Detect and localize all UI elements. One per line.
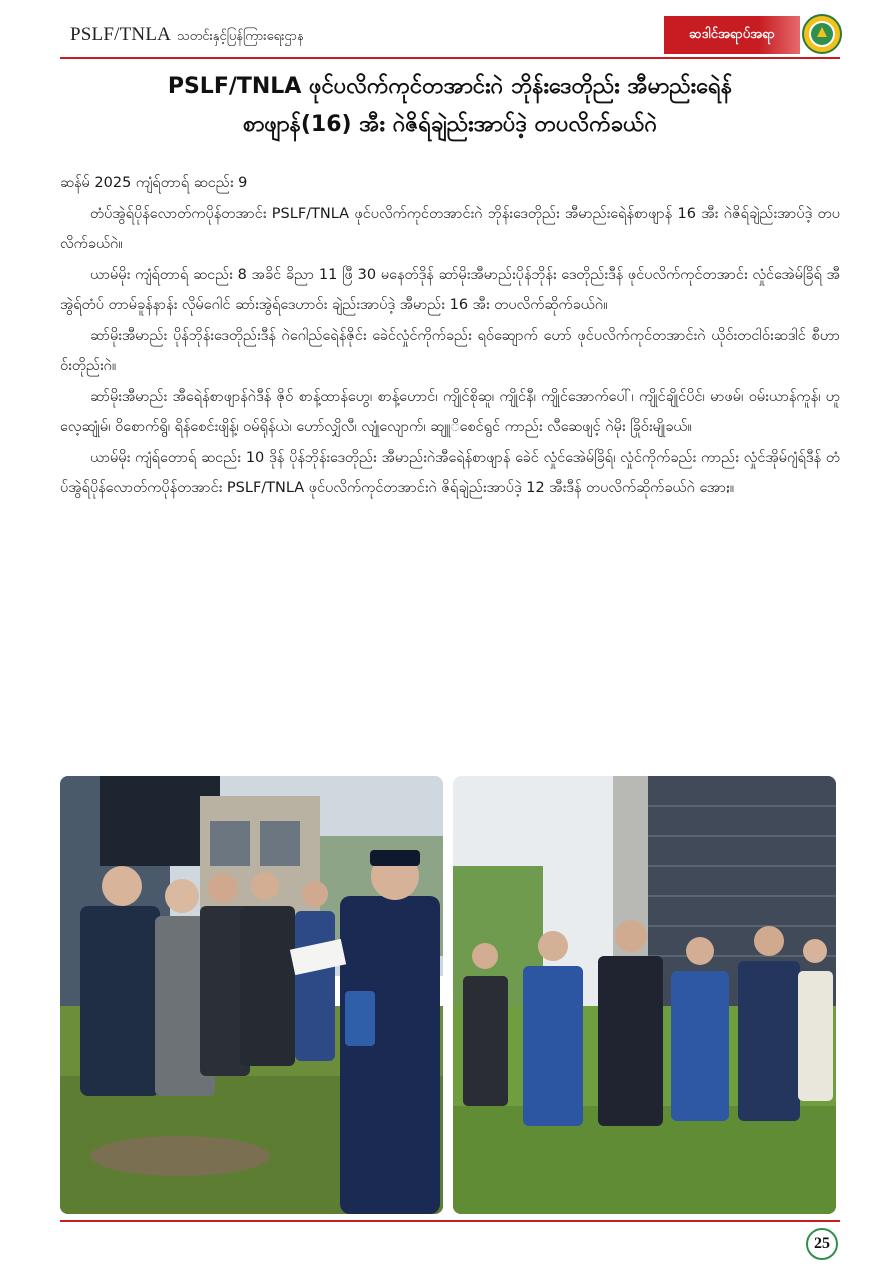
paragraph-4: ဆာ်မိုးအီမာည်း အီရေဲန်စာဖျာန်ဂဲဒီန် ဇိုဝ် စာန့်ထာန်ဟွေ၊ စာန့်ဟောင်၊ ကျိုင်စိုဆူ၊ ကျိုင်နီ၊ ကျိုင်အောက်ပေါ်၊ ကျိုင်ချိုင်ပိင်၊ မာဖမ်၊ ဝမ်းယာန်ကူန်၊ ဟူလေ့ဆျုံမ်၊ ဝိစောက်ရွိ၊ ရိန်စေင်းဖျိန့်၊ ဝမ်ရိုန်ယဲ၊ ဟော်လျှိလီ၊ လျုံလျောက်၊ ဆျူိစေင်ရွင် ကာည်း လီဆေဖျင့် ဂဲမိုး ခြိုဝ်းမျိုခယ်။ [60, 388, 840, 435]
photograph-icon [453, 776, 836, 1214]
headline-line-1: PSLF/TNLA ဖုင်ပလိက်ကုင်တအာင်းဂဲ ဘိုန်းဒေတိုည်း အီမာည်းရေဲန် [167, 74, 733, 99]
footer-divider [60, 1220, 840, 1222]
paragraph-5: ယာမ်မိုး ကျံရ်တောရ် ဆငည်း 10 ဒိုန် ပိုန်ဘိုန်းဒေတိုည်း အီမာည်းဂဲအီရေဲန်စာဖျာန် ခေဲင် လှုံင်အေဲမ်ခြိရ်၊ လှုံင်ကိုက်ခည်း ကာည်း လှုံင်အိုမ်ဂျံရ်ဒီန် တံပ်အွဲရ်ပိုန်လောတ်ကပိုန်တအာင်း PSLF/TNLA ဖုင်ပလိက်ကုင်တအာင်းဂဲ ဇိရ်ချဲည်းအာပ်ဒဲ့ 12 အီးဒီန် တပလိက်ဆိုက်ခယ်ဂဲ အောႏ။ [60, 449, 840, 496]
headline-line-2: စာဖျာန်(16) အီး ဂဲဇိရ်ချဲည်းအာပ်ဒဲ့ တပလိက်ခယ်ဂဲ [242, 112, 658, 137]
photo-police-escorting-suspects [60, 776, 443, 1214]
paragraph-3: ဆာ်မိုးအီမာည်း ပိုန်ဘိုန်းဒေတိုည်းဒီန် ဂဲဂေါည်ရေဲန်ဇိုင်း ခေဲင်လှုံင်ကိုက်ခည်း ရဝ်ဆျောက် ဟော် ဖုင်ပလိက်ကုင်တအာင်းဂဲ ယိုဝ်းတငါဝ်းဆဒါင် စီဟာဝ်းတိုည်းဂဲ။ [60, 327, 840, 374]
publication-title-latin: PSLF/TNLA [70, 24, 172, 45]
publication-title [70, 24, 304, 47]
article-headline [60, 68, 840, 144]
photo-police-lineup [453, 776, 836, 1214]
page-header [60, 14, 840, 58]
pslf-emblem-icon [802, 14, 842, 54]
paragraph-1: တံပ်အွဲရ်ပိုန်လောတ်ကပိုန်တအာင်း PSLF/TNLA ဖုင်ပလိက်ကုင်တအာင်းဂဲ ဘိုန်းဒေတိုည်း အီမာည်းရေဲန်စာဖျာန် 16 အီး ဂဲဇိရ်ချဲည်းအာပ်ဒဲ့ တပလိက်ခယ်ဂဲ။ [60, 205, 840, 252]
paragraph-2: ယာမ်မိုး ကျံရ်တာရ် ဆငည်း 8 အခိင် ခိညာ 11 ဖြီ 30 မနေတ်ဒိုန် ဆာ်မိုးအီမာည်းပိုန်ဘိုန်း ဒေတိုည်းဒီန် ဖုင်ပလိက်ကုင်တအာင်း လှုံင်အေဲမ်ခြိရ် အီအွဲရ်တံပ် တာမ်ခူန်နာန်း လိုမ်ဂေါင် ဆာ်းအွဲရ်ဒေဟာဝ်း ချဲည်းအာပ်ဒဲ့ အီမာည်း 16 အီး တပလိက်ဆိုက်ခယ်ဂဲ။ [60, 266, 840, 313]
dateline: ဆန်မ် 2025 ကျံရ်တာရ် ဆငည်း 9 [60, 175, 248, 191]
header-divider [60, 57, 840, 59]
publication-title-burmese: သတင်းနှင့်ပြန်ကြားရေးဌာန [177, 28, 304, 43]
emblem-inner [809, 21, 835, 47]
article-body [60, 168, 840, 504]
page-number: 25 [806, 1228, 838, 1260]
photograph-icon [60, 776, 443, 1214]
section-label: ဆဒါင်အရာပ်အရာ [664, 16, 800, 54]
